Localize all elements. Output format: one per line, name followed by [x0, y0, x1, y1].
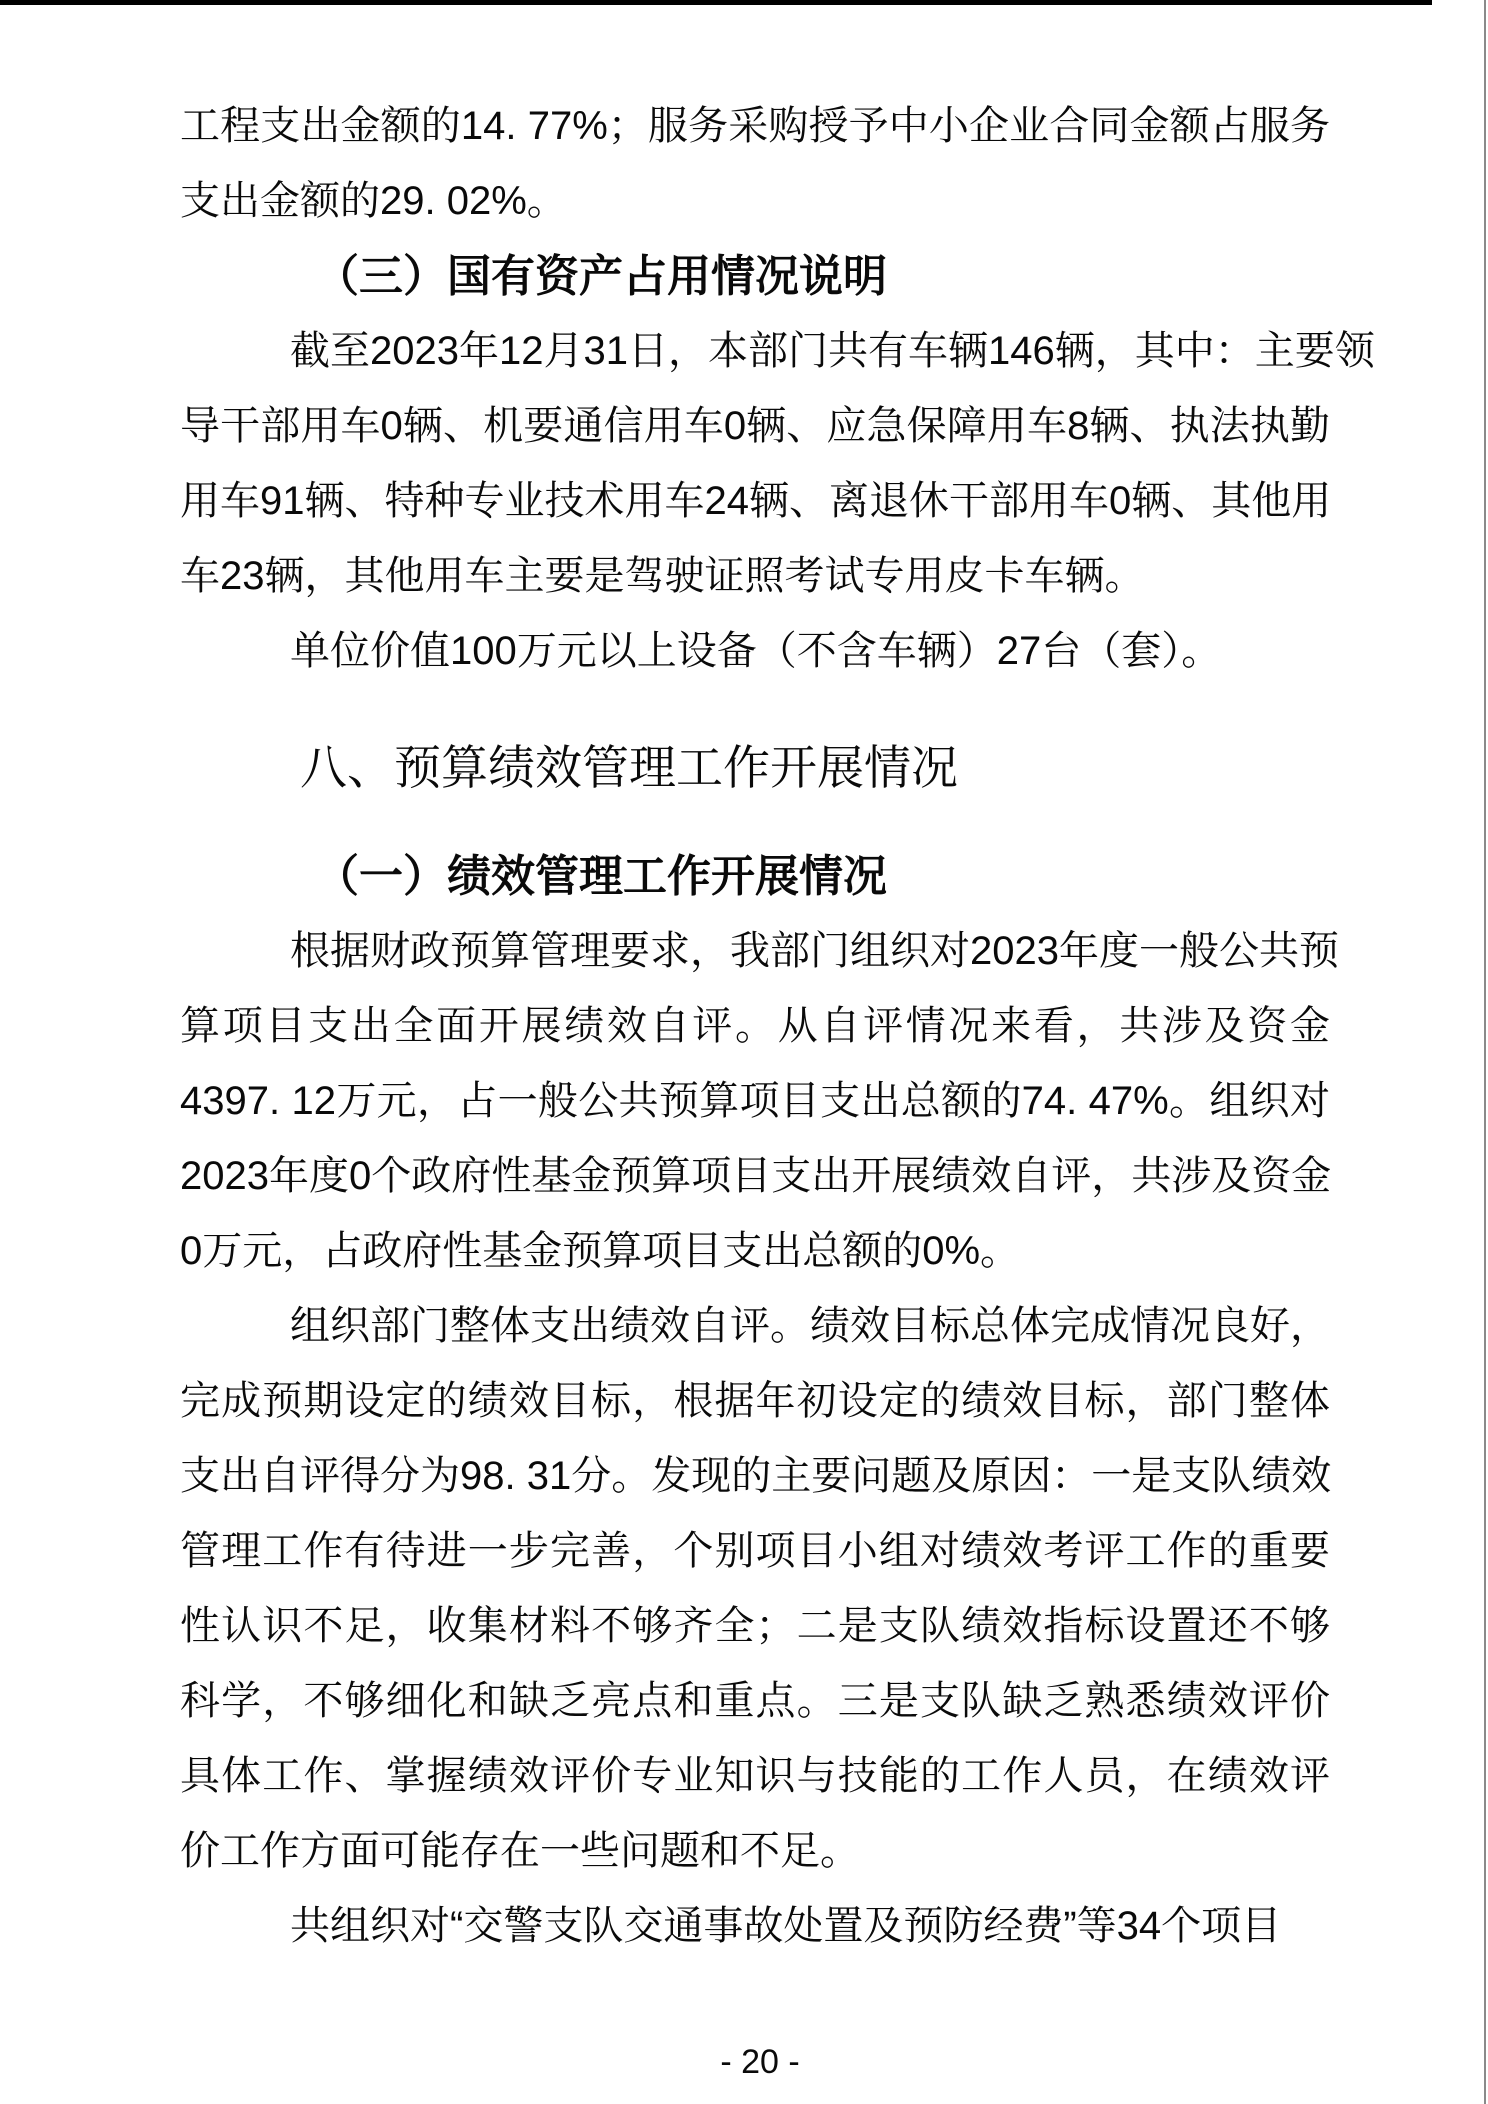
body-text-line: 价工作方面可能存在一些问题和不足。 [180, 1829, 860, 1873]
body-text-line: 支出金额的29. 02%。 [180, 179, 567, 223]
scan-artifact-top-bar [0, 0, 1432, 5]
body-text-line: 截至2023年12月31日，本部门共有车辆146辆，其中：主要领 [290, 329, 1375, 373]
scan-artifact-right-edge-line [1484, 0, 1486, 2104]
body-text-line: 导干部用车0辆、机要通信用车0辆、应急保障用车8辆、执法执勤 [180, 404, 1330, 448]
body-text-line: 4397. 12万元，占一般公共预算项目支出总额的74. 47%。组织对 [180, 1079, 1330, 1123]
body-text-line: 支出自评得分为98. 31分。发现的主要问题及原因：一是支队绩效 [180, 1454, 1332, 1498]
body-text-line: 共组织对“交警支队交通事故处置及预防经费”等34个项目 [290, 1904, 1282, 1948]
body-text-line: 用车91辆、特种专业技术用车24辆、离退休干部用车0辆、其他用 [180, 479, 1332, 523]
body-text-line: 科学，不够细化和缺乏亮点和重点。三是支队缺乏熟悉绩效评价 [180, 1679, 1330, 1723]
heading-chapter-8-performance: 八、预算绩效管理工作开展情况 [300, 741, 958, 794]
body-text-line: 0万元，占政府性基金预算项目支出总额的0%。 [180, 1229, 1021, 1273]
heading-performance-work: （一）绩效管理工作开展情况 [315, 852, 887, 901]
heading-state-assets-usage: （三）国有资产占用情况说明 [315, 252, 887, 301]
body-text-line: 算项目支出全面开展绩效自评。从自评情况来看，共涉及资金 [180, 1004, 1330, 1048]
document-body [180, 89, 1375, 1964]
page-number: - 20 - [720, 2043, 800, 2081]
body-text-line: 车23辆，其他用车主要是驾驶证照考试专用皮卡车辆。 [180, 554, 1145, 598]
body-text-line: 工程支出金额的14. 77%；服务采购授予中小企业合同金额占服务 [180, 104, 1330, 148]
body-text-line: 根据财政预算管理要求，我部门组织对2023年度一般公共预 [290, 929, 1339, 973]
body-text-line: 管理工作有待进一步完善，个别项目小组对绩效考评工作的重要 [180, 1529, 1330, 1573]
body-text-line: 组织部门整体支出绩效自评。绩效目标总体完成情况良好， [290, 1304, 1330, 1348]
body-text-line: 2023年度0个政府性基金预算项目支出开展绩效自评，共涉及资金 [180, 1154, 1332, 1198]
body-text-line: 具体工作、掌握绩效评价专业知识与技能的工作人员，在绩效评 [180, 1754, 1330, 1798]
body-text-line: 性认识不足，收集材料不够齐全；二是支队绩效指标设置还不够 [180, 1604, 1330, 1648]
body-text-line: 完成预期设定的绩效目标，根据年初设定的绩效目标，部门整体 [180, 1379, 1330, 1423]
body-text-line: 单位价值100万元以上设备（不含车辆）27台（套）。 [290, 629, 1222, 673]
